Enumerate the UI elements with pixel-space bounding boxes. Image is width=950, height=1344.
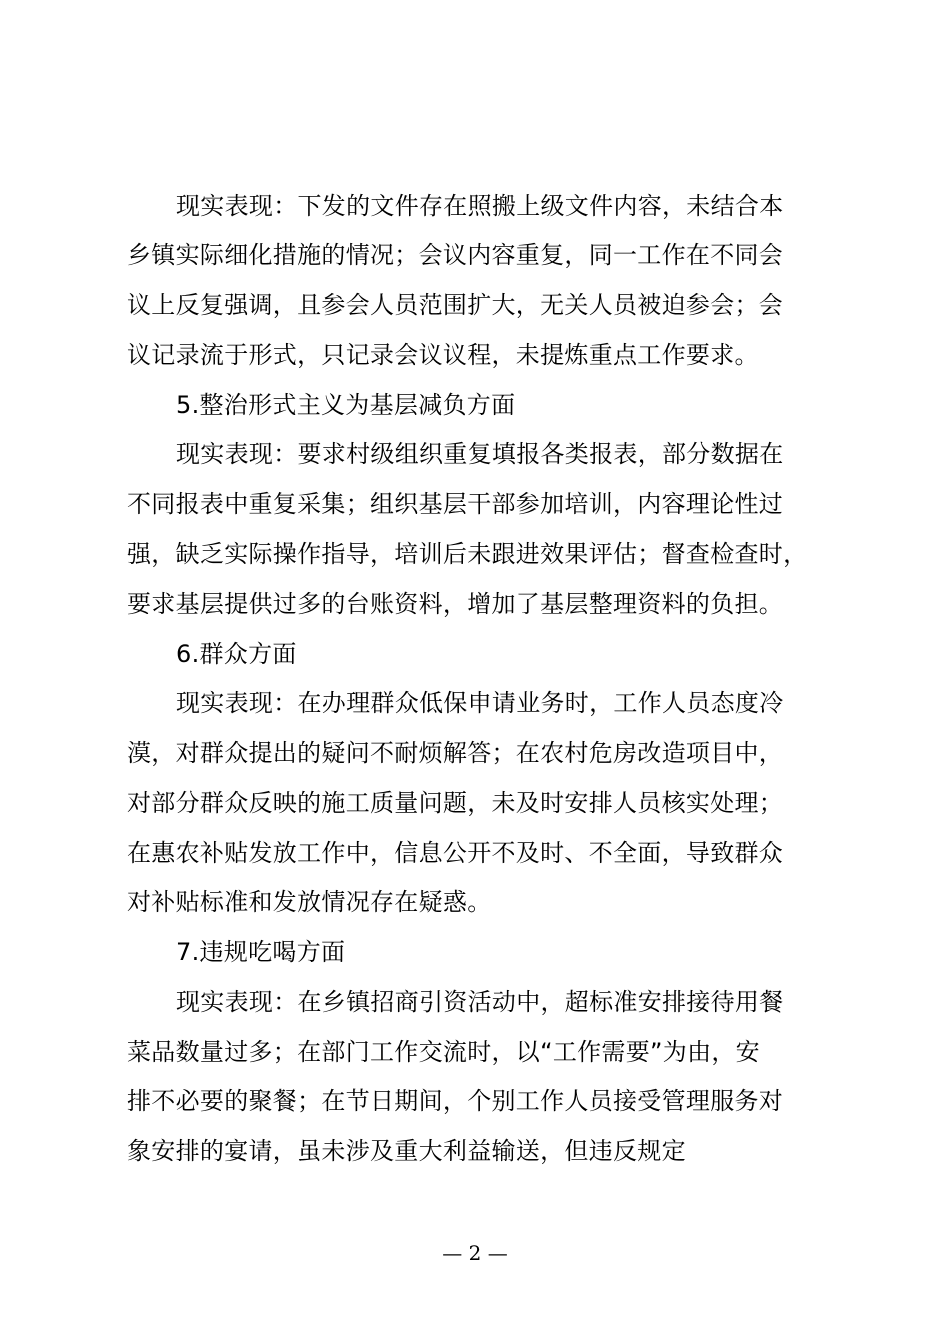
section-heading: 7.违规吃喝方面 bbox=[176, 938, 346, 966]
paragraph-line: 现实表现：在办理群众低保申请业务时，工作人员态度冷 bbox=[176, 689, 784, 717]
section-heading: 6.群众方面 bbox=[176, 640, 297, 668]
paragraph-line: 乡镇实际细化措施的情况；会议内容重复，同一工作在不同会 bbox=[127, 241, 784, 269]
paragraph-line: 对部分群众反映的施工质量问题，未及时安排人员核实处理； bbox=[127, 789, 784, 817]
paragraph-line: 菜品数量过多；在部门工作交流时，以“工作需要”为由，安 bbox=[127, 1038, 760, 1066]
paragraph-line: 议上反复强调，且参会人员范围扩大，无关人员被迫参会；会 bbox=[127, 291, 784, 319]
section-heading: 5.整治形式主义为基层减负方面 bbox=[176, 391, 516, 419]
paragraph-line: 对补贴标准和发放情况存在疑惑。 bbox=[127, 888, 492, 916]
paragraph-line: 不同报表中重复采集；组织基层干部参加培训，内容理论性过 bbox=[127, 490, 784, 518]
paragraph-line: 漠，对群众提出的疑问不耐烦解答；在农村危房改造项目中， bbox=[127, 739, 784, 767]
paragraph-line: 排不必要的聚餐；在节日期间，个别工作人员接受管理服务对 bbox=[127, 1087, 784, 1115]
paragraph-line: 要求基层提供过多的台账资料，增加了基层整理资料的负担。 bbox=[127, 590, 784, 618]
paragraph-line: 现实表现：下发的文件存在照搬上级文件内容，未结合本 bbox=[176, 192, 784, 220]
paragraph-line: 议记录流于形式，只记录会议议程，未提炼重点工作要求。 bbox=[127, 341, 759, 369]
paragraph-line: 象安排的宴请，虽未涉及重大利益输送，但违反规定 bbox=[127, 1137, 686, 1165]
paragraph-line: 现实表现：要求村级组织重复填报各类报表，部分数据在 bbox=[176, 440, 784, 468]
paragraph-line: 在惠农补贴发放工作中，信息公开不及时、不全面，导致群众 bbox=[127, 839, 784, 867]
paragraph-line: 现实表现：在乡镇招商引资活动中，超标准安排接待用餐 bbox=[176, 988, 784, 1016]
paragraph-line: 强，缺乏实际操作指导，培训后未跟进效果评估；督查检查时， bbox=[127, 540, 808, 568]
page-number: — 2 — bbox=[442, 1241, 508, 1265]
